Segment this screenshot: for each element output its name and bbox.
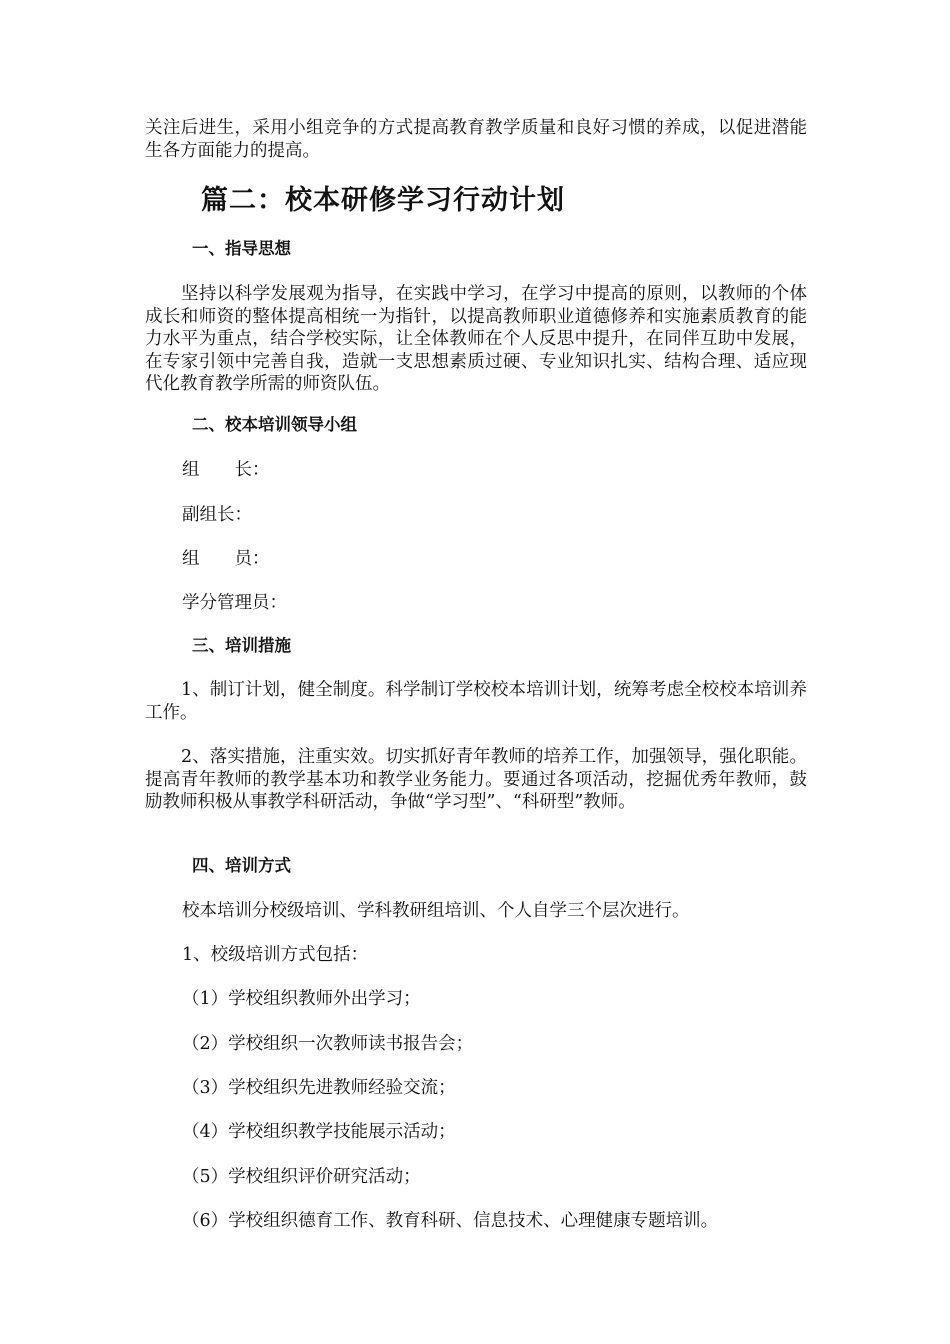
method-list-item: （3）学校组织先进教师经验交流； xyxy=(182,1078,456,1098)
section-heading-methods: 四、培训方式 xyxy=(192,856,291,875)
methods-intro: 校本培训分校级培训、学科教研组培训、个人自学三个层次进行。 xyxy=(182,901,690,921)
intro-paragraph: 关注后进生，采用小组竞争的方式提高教育教学质量和良好习惯的养成，以促进潜能生各方面能力的提高。 xyxy=(145,118,807,161)
credit-manager-line: 学分管理员： xyxy=(182,593,287,613)
group-member-line: 组 员： xyxy=(182,549,270,569)
measure-item-1: 1、制订计划，健全制度。科学制订学校校本培训计划，统筹考虑全校校本培训养工作。 xyxy=(145,680,807,723)
method-list-item: （2）学校组织一次教师读书报告会； xyxy=(182,1034,474,1054)
method-list-item: （6）学校组织德育工作、教育科研、信息技术、心理健康专题培训。 xyxy=(182,1211,719,1231)
section-heading-guiding-thought: 一、指导思想 xyxy=(192,239,291,258)
method-list-item: （4）学校组织教学技能展示活动； xyxy=(182,1122,456,1142)
document-title: 篇二：校本研修学习行动计划 xyxy=(201,185,565,216)
method-list-item: （5）学校组织评价研究活动； xyxy=(182,1167,421,1187)
school-level-methods-heading: 1、校级培训方式包括： xyxy=(182,945,369,965)
group-leader-line: 组 长： xyxy=(182,460,270,480)
method-list-item: （1）学校组织教师外出学习； xyxy=(182,989,421,1009)
section-heading-measures: 三、培训措施 xyxy=(192,636,291,655)
guiding-thought-paragraph: 坚持以科学发展观为指导，在实践中学习，在学习中提高的原则，以教师的个体成长和师资的整体提高相统一为指针，以提高教师职业道德修养和实施素质教育的能力水平为重点，结合学校实际，让全体教师在个人反思中提升，在同伴互助中发展，在专家引领中完善自我，造就一支思想素质过硬、专业知识扎实、结构合理、适应现代化教育教学所需的师资队伍。 xyxy=(145,284,807,394)
section-heading-leadership-group: 二、校本培训领导小组 xyxy=(192,415,357,434)
group-deputy-line: 副组长： xyxy=(182,505,252,525)
measure-item-2: 2、落实措施，注重实效。切实抓好青年教师的培养工作，加强领导，强化职能。提高青年教师的教学基本功和教学业务能力。要通过各项活动，挖掘优秀年教师，鼓励教师积极从事教学科研活动，争做“学习型”、“科研型”教师。 xyxy=(145,747,807,812)
